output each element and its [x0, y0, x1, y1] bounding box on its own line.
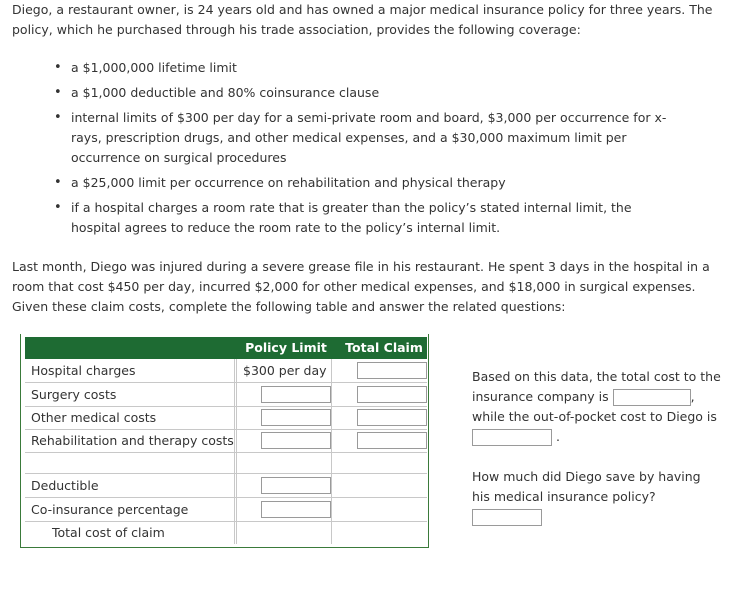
rehab-total-claim-input[interactable] — [357, 432, 427, 449]
table-row — [25, 406, 427, 430]
row-label-deductible: Deductible — [31, 478, 99, 493]
cost-question-text-1: Based on this data, the total cost to the insurance company is — [472, 369, 721, 404]
coverage-item: • if a hospital charges a room rate that is greater than the policy’s stated internal limit, the hospital agrees to reduce the room rate to the policy’s internal limit. — [32, 198, 682, 238]
header-policy-limit: Policy Limit — [245, 340, 327, 355]
savings-question — [472, 467, 722, 527]
insurance-company-cost-input[interactable] — [613, 389, 691, 406]
coinsurance-input[interactable] — [261, 501, 331, 518]
deductible-input[interactable] — [261, 477, 331, 494]
intro-paragraph: Diego, a restaurant owner, is 24 years old and has owned a major medical insurance policy for three years. The policy, which he purchased through his trade association, provides the following coverage: — [12, 2, 713, 37]
table-row — [25, 383, 427, 407]
savings-input[interactable] — [472, 509, 542, 526]
other-medical-policy-limit-input[interactable] — [261, 409, 331, 426]
table-header — [25, 337, 427, 359]
coverage-list — [32, 58, 682, 243]
row-label-hospital-charges: Hospital charges — [31, 363, 136, 378]
cost-question — [472, 367, 722, 447]
out-of-pocket-cost-input[interactable] — [472, 429, 552, 446]
coverage-item: • a $1,000,000 lifetime limit — [32, 58, 682, 78]
policy-limit-value: $300 per day — [243, 363, 327, 378]
row-label-surgery-costs: Surgery costs — [31, 387, 117, 402]
hospital-total-claim-input[interactable] — [357, 362, 427, 379]
savings-question-text: How much did Diego save by having his medical insurance policy? — [472, 469, 701, 504]
coverage-item: • a $1,000 deductible and 80% coinsurance clause — [32, 83, 682, 103]
separator-comma: , — [690, 389, 695, 404]
coverage-item: • internal limits of $300 per day for a semi-private room and board, $3,000 per occurrence for x-rays, prescription drugs, and other medical expenses, and a $30,000 maximum limit per occurrence on surgical procedures — [32, 108, 682, 168]
table-row — [25, 359, 427, 383]
row-label-other-medical: Other medical costs — [31, 410, 157, 425]
surgery-total-claim-input[interactable] — [357, 386, 427, 403]
table-row — [25, 474, 427, 498]
header-total-claim: Total Claim — [345, 340, 423, 355]
scenario-paragraph: Last month, Diego was injured during a severe grease file in his restaurant. He spent 3 days in the hospital in a room that cost $450 per day, incurred $2,000 for other medical expenses, and $18,000 in surgical expenses. Given these claim costs, complete the following table and answer the related questions: — [12, 259, 710, 314]
cost-question-text-2: while the out-of-pocket cost to Diego is — [472, 409, 717, 424]
row-label-rehabilitation: Rehabilitation and therapy costs — [31, 433, 234, 448]
table-row-spacer — [25, 452, 427, 474]
table-row — [25, 429, 427, 453]
rehab-policy-limit-input[interactable] — [261, 432, 331, 449]
coverage-item: • a $25,000 limit per occurrence on rehabilitation and physical therapy — [32, 173, 682, 193]
table-row — [25, 521, 427, 544]
row-label-total-cost: Total cost of claim — [52, 525, 165, 540]
surgery-policy-limit-input[interactable] — [261, 386, 331, 403]
table-row — [25, 498, 427, 522]
period: . — [555, 429, 560, 444]
claim-table — [20, 334, 429, 548]
other-medical-total-claim-input[interactable] — [357, 409, 427, 426]
row-label-coinsurance: Co-insurance percentage — [31, 502, 189, 517]
